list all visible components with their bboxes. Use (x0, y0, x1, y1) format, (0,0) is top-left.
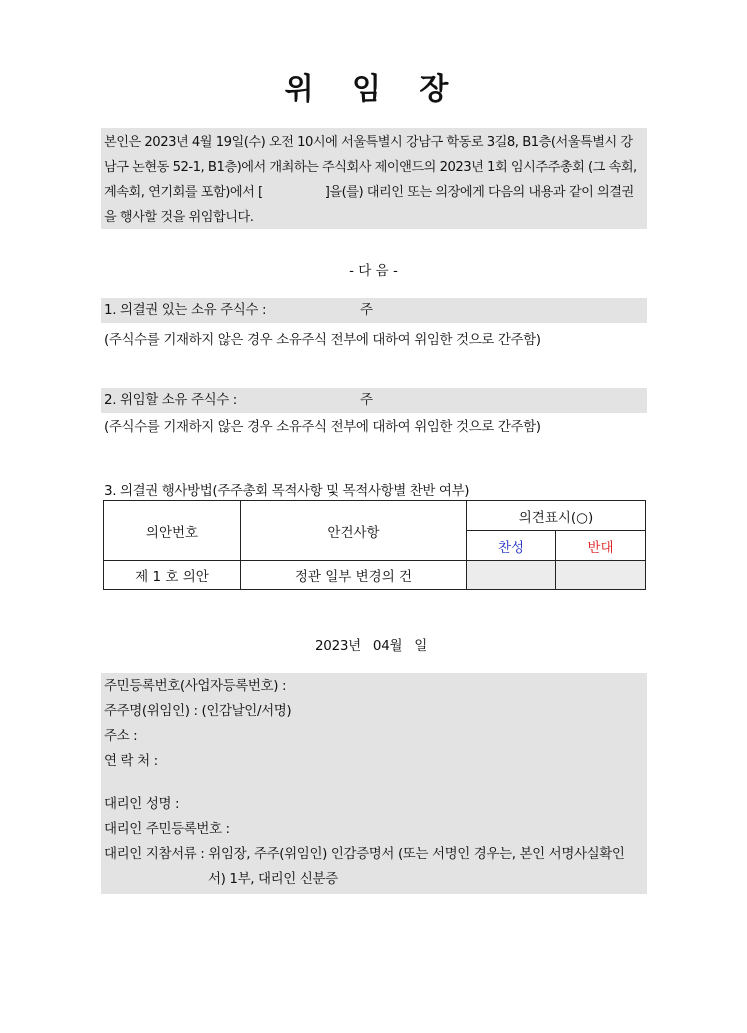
proxy-name-field[interactable]: 대리인 성명 : (104, 796, 180, 812)
required-documents-line1: 대리인 지참서류 : 위임장, 주주(위임인) 인감증명서 (또는 서명인 경우는, 본인 서명사실확인 (104, 846, 625, 862)
agenda-item-cell: 정관 일부 변경의 건 (241, 561, 467, 590)
date-year: 2023년 (315, 638, 361, 654)
voting-shares-row[interactable] (101, 298, 647, 323)
shareholder-name-field[interactable]: 주주명(위임인) : (인감날인/서명) (104, 703, 292, 719)
date-line (315, 634, 439, 654)
agenda-number-header: 의안번호 (104, 501, 241, 561)
document-title: 위 임 장 (284, 72, 463, 107)
delegated-shares-unit: 주 (360, 392, 373, 408)
agree-mark-cell[interactable] (467, 561, 556, 590)
opinion-header: 의견표시(○) (467, 501, 646, 531)
address-field[interactable]: 주소 : (104, 728, 138, 744)
agenda-item-header: 안건사항 (241, 501, 467, 561)
delegated-shares-label: 2. 위임할 소유 주식수 : (104, 392, 237, 408)
id-number-field[interactable]: 주민등록번호(사업자등록번호) : (104, 678, 287, 694)
shareholder-info-block (101, 673, 647, 894)
agenda-number-cell: 제 1 호 의안 (104, 561, 241, 590)
delegated-shares-row[interactable] (101, 388, 647, 413)
voting-method-label: 3. 의결권 행사방법(주주총회 목적사항 및 목적사항별 찬반 여부) (104, 483, 470, 499)
table-row (104, 561, 646, 590)
contact-field[interactable]: 연 락 처 : (104, 753, 158, 769)
intro-text-before: 본인은 2023년 4월 19일(수) 오전 10시에 서울특별시 강남구 학동로 3길8, B1층(서울특별시 강남구 논현동 52-1, B1층)에서 개최하는 주식회사 제이앤드의 2023년 1회 임시주주총회 (그 속회, 계속회, 연기회를 포함)에서 [ (104, 135, 637, 200)
voting-shares-unit: 주 (360, 302, 373, 318)
delegated-shares-note: (주식수를 기재하지 않은 경우 소유주식 전부에 대하여 위임한 것으로 간주함) (104, 419, 541, 435)
oppose-header: 반대 (556, 531, 646, 561)
required-documents-line2: 서) 1부, 대리인 신분증 (208, 871, 338, 887)
oppose-mark-cell[interactable] (556, 561, 646, 590)
intro-text-after: ]을(를) 대리인 또는 의장에게 다음의 내용과 같이 의결권을 행사할 것을 위임합니다. (104, 185, 634, 225)
section-heading: - 다 음 - (349, 263, 398, 279)
proxy-id-field[interactable]: 대리인 주민등록번호 : (104, 821, 230, 837)
voting-table (103, 500, 646, 590)
info-spacer (104, 774, 647, 792)
voting-shares-label: 1. 의결권 있는 소유 주식수 : (104, 302, 267, 318)
date-day[interactable]: 일 (414, 638, 427, 654)
proxy-intro-paragraph (101, 128, 647, 229)
voting-shares-note: (주식수를 기재하지 않은 경우 소유주식 전부에 대하여 위임한 것으로 간주함) (104, 332, 541, 348)
agree-header: 찬성 (467, 531, 556, 561)
date-month[interactable]: 04월 (372, 638, 403, 654)
